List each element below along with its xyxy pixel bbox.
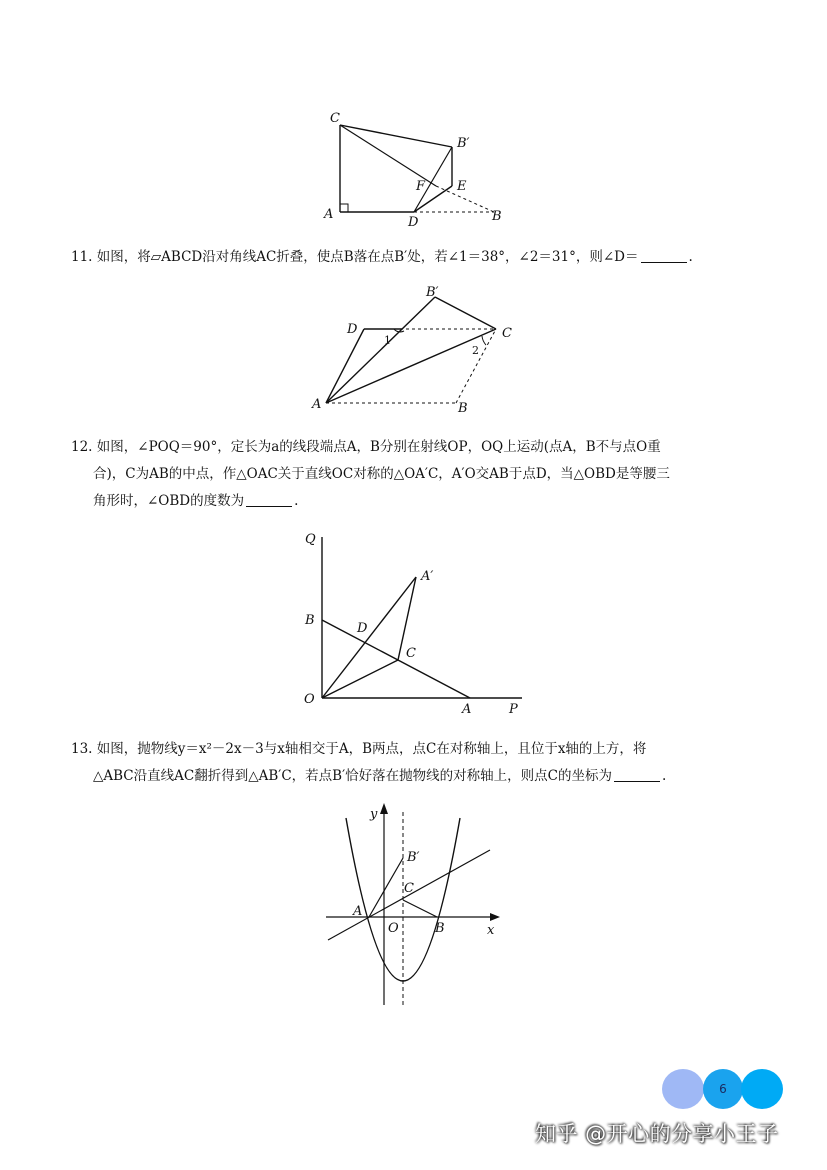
q11-line1: 11. 如图，将▱ABCD沿对角线AC折叠，使点B落在点B′处，若∠1＝38°，∠2＝31°，则∠D＝ xyxy=(71,249,639,265)
q12-line1: 12. 如图，∠POQ＝90°，定长为a的线段端点A，B分别在射线OP，OQ上运动(点A，B不与点O重 xyxy=(71,439,661,455)
q13-label-c: C xyxy=(404,881,414,896)
q12-label-p: P xyxy=(509,702,518,717)
badge-circle-left xyxy=(662,1069,704,1109)
q12-line3: 角形时，∠OBD的度数为 xyxy=(93,493,245,509)
q13-line2: △ABC沿直线AC翻折得到△AB′C，若点B′恰好落在抛物线的对称轴上，则点C的坐标为 xyxy=(93,768,612,784)
q11-label-d: D xyxy=(347,322,358,337)
q12-answer-blank[interactable] xyxy=(246,492,292,507)
q12-label-d: D xyxy=(357,621,368,636)
q11-label-b-prime: B′ xyxy=(426,285,439,300)
watermark: 知乎 @开心的分享小王子 xyxy=(535,1122,779,1146)
q13-label-a: A xyxy=(353,904,363,919)
q12-label-b: B xyxy=(305,613,315,628)
page-number: 6 xyxy=(719,1082,727,1096)
q12-label-a-prime: A′ xyxy=(421,569,434,584)
q11-label-c: C xyxy=(502,326,512,341)
q12-figure xyxy=(300,525,530,720)
q11-label-b: B xyxy=(458,401,468,416)
q13-label-x: x xyxy=(487,923,495,938)
q12-label-c: C xyxy=(406,646,416,661)
q11-label-a: A xyxy=(312,397,322,412)
q10-label-f: F xyxy=(416,179,426,194)
q13-label-y: y xyxy=(370,807,378,822)
q10-label-e: E xyxy=(457,179,467,194)
q12-label-o: O xyxy=(304,692,315,707)
q10-label-d: D xyxy=(408,215,419,230)
q10-label-b: B xyxy=(492,209,502,224)
q13-label-o: O xyxy=(388,921,399,936)
q13-label-b-prime: B′ xyxy=(407,850,420,865)
q10-figure xyxy=(320,100,520,230)
q13-label-b: B xyxy=(435,921,445,936)
badge-circle-right xyxy=(741,1069,783,1109)
q13-figure xyxy=(320,800,510,1015)
q10-label-a: A xyxy=(324,207,334,222)
q12-question: 12. 如图，∠POQ＝90°，定长为a的线段端点A，B分别在射线OP，OQ上运动(点A，B不与点O重 合)，C为AB的中点，作△OAC关于直线OC对称的△OA′C，A′O交AB于点D，当△OBD是等腰三 角形时，∠OBD的度数为 . xyxy=(93,434,763,515)
q13-question: 13. 如图，抛物线y＝x²－2x－3与x轴相交于A，B两点，点C在对称轴上，且位于x轴的上方，将 △ABC沿直线AC翻折得到△AB′C，若点B′恰好落在抛物线的对称轴上，则点C的坐标为 . xyxy=(93,736,763,790)
q12-label-q: Q xyxy=(305,532,316,547)
q11-angle-1: 1 xyxy=(384,334,391,347)
q11-figure xyxy=(310,282,520,417)
q13-answer-blank[interactable] xyxy=(614,767,660,782)
q12-line2: 合)，C为AB的中点，作△OAC关于直线OC对称的△OA′C，A′O交AB于点D，当△OBD是等腰三 xyxy=(93,466,670,482)
q11-answer-blank[interactable] xyxy=(641,248,687,263)
q11-question: 11. 如图，将▱ABCD沿对角线AC折叠，使点B落在点B′处，若∠1＝38°，∠2＝31°，则∠D＝ . xyxy=(71,249,693,265)
q12-label-a: A xyxy=(462,702,472,717)
q13-line1: 13. 如图，抛物线y＝x²－2x－3与x轴相交于A，B两点，点C在对称轴上，且位于x轴的上方，将 xyxy=(71,741,647,757)
q10-label-b-prime: B′ xyxy=(457,136,470,151)
q10-label-c: C xyxy=(330,111,340,126)
q11-angle-2: 2 xyxy=(472,344,479,357)
